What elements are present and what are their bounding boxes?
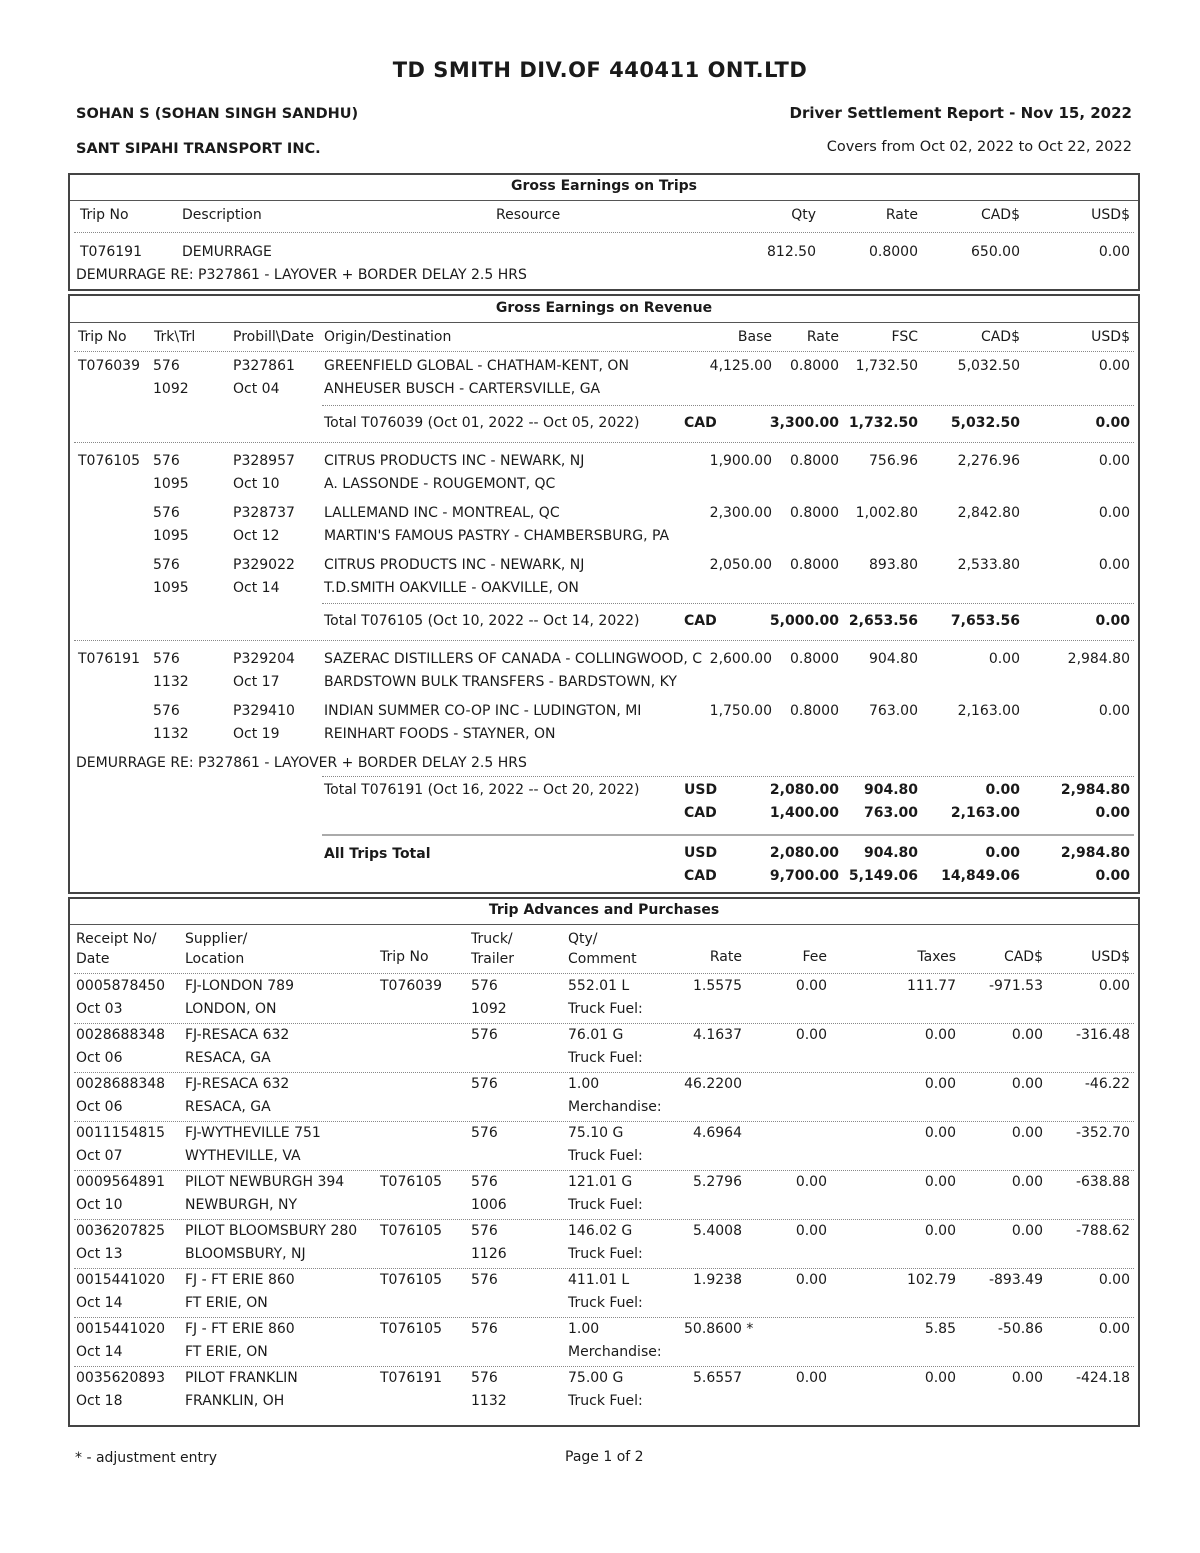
row-fee: 0.00 <box>795 1174 827 1190</box>
row-location: FRANKLIN, OH <box>185 1393 285 1409</box>
row-taxes: 0.00 <box>924 1125 956 1141</box>
row-trailer: 1095 <box>153 580 189 596</box>
row-base: 2,600.00 <box>709 651 772 667</box>
row-rate: 5.2796 <box>693 1174 742 1190</box>
row-cad: -971.53 <box>988 978 1043 994</box>
row-usd: 0.00 <box>1098 978 1130 994</box>
total-base: 2,080.00 <box>769 782 839 798</box>
row-rate: 0.8000 <box>790 358 839 374</box>
row-date: Oct 14 <box>76 1295 123 1311</box>
row-usd: 0.00 <box>1098 557 1130 573</box>
row-qty: 75.10 G <box>568 1125 624 1141</box>
row-trip-no: T076105 <box>380 1174 442 1190</box>
row-usd: 0.00 <box>1098 1321 1130 1337</box>
row-cad: 0.00 <box>1011 1027 1043 1043</box>
row-trailer: 1132 <box>153 674 189 690</box>
row-usd: 0.00 <box>1098 505 1130 521</box>
row-fsc: 904.80 <box>869 651 918 667</box>
col-comment: Comment <box>568 951 637 967</box>
total-cad: 2,163.00 <box>950 805 1020 821</box>
row-taxes: 0.00 <box>924 1370 956 1386</box>
total-base: 1,400.00 <box>769 805 839 821</box>
revenue-section-title: Gross Earnings on Revenue <box>495 300 713 316</box>
col-resource: Resource <box>496 207 561 223</box>
row-truck: 576 <box>153 358 180 374</box>
col-qty: Qty/ <box>568 931 598 947</box>
row-supplier: PILOT BLOOMSBURY 280 <box>185 1223 358 1239</box>
col-trailer: Trailer <box>471 951 514 967</box>
row-comment: Truck Fuel: <box>568 1001 643 1017</box>
row-base: 2,300.00 <box>709 505 772 521</box>
row-trip-no: T076105 <box>380 1321 442 1337</box>
row-taxes: 102.79 <box>907 1272 956 1288</box>
row-qty: 76.01 G <box>568 1027 624 1043</box>
row-qty: 411.01 L <box>568 1272 630 1288</box>
row-qty: 146.02 G <box>568 1223 633 1239</box>
total-cad: 5,032.50 <box>950 415 1020 431</box>
all-total-fsc: 904.80 <box>863 845 918 861</box>
row-taxes: 111.77 <box>907 978 956 994</box>
row-location: LONDON, ON <box>185 1001 277 1017</box>
trip-note: DEMURRAGE RE: P327861 - LAYOVER + BORDER DELAY 2.5 HRS <box>76 267 527 283</box>
revenue-section <box>68 294 1140 894</box>
col-trk-trl: Trk\Trl <box>154 329 196 345</box>
row-date: Oct 06 <box>76 1099 123 1115</box>
row-rate: 4.1637 <box>693 1027 742 1043</box>
row-trip-no: T076191 <box>78 651 140 667</box>
row-supplier: FJ-LONDON 789 <box>185 978 294 994</box>
row-location: NEWBURGH, NY <box>185 1197 298 1213</box>
row-receipt: 0036207825 <box>76 1223 166 1239</box>
row-usd: -424.18 <box>1075 1370 1130 1386</box>
revenue-note: DEMURRAGE RE: P327861 - LAYOVER + BORDER DELAY 2.5 HRS <box>76 755 527 771</box>
row-trailer: 1092 <box>471 1001 507 1017</box>
trip-description: DEMURRAGE <box>182 244 272 260</box>
all-total-currency: USD <box>684 845 718 861</box>
row-receipt: 0011154815 <box>76 1125 166 1141</box>
all-total-fsc: 5,149.06 <box>848 868 918 884</box>
row-truck: 576 <box>471 978 498 994</box>
row-date: Oct 14 <box>76 1344 123 1360</box>
row-receipt: 0009564891 <box>76 1174 166 1190</box>
row-base: 4,125.00 <box>709 358 772 374</box>
row-destination: MARTIN'S FAMOUS PASTRY - CHAMBERSBURG, PA <box>324 528 670 544</box>
row-location: FT ERIE, ON <box>185 1344 268 1360</box>
row-truck: 576 <box>471 1125 498 1141</box>
row-receipt: 0015441020 <box>76 1272 166 1288</box>
company-title: TD SMITH DIV.OF 440411 ONT.LTD <box>392 58 808 82</box>
row-probill: P328957 <box>233 453 295 469</box>
trips-section-title: Gross Earnings on Trips <box>511 178 697 194</box>
row-supplier: FJ - FT ERIE 860 <box>185 1321 295 1337</box>
covers-period: Covers from Oct 02, 2022 to Oct 22, 2022 <box>826 139 1132 155</box>
row-fsc: 893.80 <box>869 557 918 573</box>
row-cad: -893.49 <box>988 1272 1043 1288</box>
row-date: Oct 10 <box>76 1197 123 1213</box>
col-usd: USD$ <box>1091 949 1130 965</box>
row-truck: 576 <box>153 557 180 573</box>
col-usd: USD$ <box>1091 329 1130 345</box>
row-truck: 576 <box>471 1223 498 1239</box>
row-usd: 0.00 <box>1098 703 1130 719</box>
all-total-usd: 2,984.80 <box>1060 845 1130 861</box>
row-fsc: 756.96 <box>869 453 918 469</box>
total-fsc: 2,653.56 <box>848 613 918 629</box>
row-comment: Truck Fuel: <box>568 1197 643 1213</box>
row-taxes: 0.00 <box>924 1223 956 1239</box>
row-truck: 576 <box>471 1370 498 1386</box>
row-location: BLOOMSBURY, NJ <box>185 1246 306 1262</box>
row-cad: 5,032.50 <box>957 358 1020 374</box>
row-qty: 121.01 G <box>568 1174 633 1190</box>
row-trailer: 1095 <box>153 476 189 492</box>
col-taxes: Taxes <box>917 949 956 965</box>
col-trip-no: Trip No <box>78 329 127 345</box>
row-truck: 576 <box>471 1076 498 1092</box>
row-date: Oct 19 <box>233 726 280 742</box>
row-trailer: 1095 <box>153 528 189 544</box>
row-usd: -46.22 <box>1084 1076 1130 1092</box>
row-rate: 5.4008 <box>693 1223 742 1239</box>
row-origin: GREENFIELD GLOBAL - CHATHAM-KENT, ON <box>324 358 629 374</box>
total-label: Total T076039 (Oct 01, 2022 -- Oct 05, 2022) <box>324 415 640 431</box>
row-date: Oct 06 <box>76 1050 123 1066</box>
row-probill: P328737 <box>233 505 295 521</box>
row-truck: 576 <box>153 505 180 521</box>
row-trip-no: T076105 <box>380 1223 442 1239</box>
row-destination: T.D.SMITH OAKVILLE - OAKVILLE, ON <box>324 580 579 596</box>
row-rate: 0.8000 <box>790 703 839 719</box>
row-receipt: 0035620893 <box>76 1370 166 1386</box>
row-rate: 4.6964 <box>693 1125 742 1141</box>
row-origin: CITRUS PRODUCTS INC - NEWARK, NJ <box>324 557 585 573</box>
row-cad: -50.86 <box>997 1321 1043 1337</box>
row-probill: P329410 <box>233 703 295 719</box>
row-trip-no: T076105 <box>380 1272 442 1288</box>
row-supplier: FJ-RESACA 632 <box>185 1076 290 1092</box>
driver-name: SOHAN S (SOHAN SINGH SANDHU) <box>76 106 359 122</box>
col-fee: Fee <box>802 949 827 965</box>
row-probill: P329022 <box>233 557 295 573</box>
all-total-base: 9,700.00 <box>769 868 839 884</box>
row-rate: 0.8000 <box>790 453 839 469</box>
all-total-currency: CAD <box>684 868 717 884</box>
carrier-name: SANT SIPAHI TRANSPORT INC. <box>76 141 321 157</box>
row-fee: 0.00 <box>795 1223 827 1239</box>
row-truck: 576 <box>153 651 180 667</box>
col-cad: CAD$ <box>980 207 1020 223</box>
row-fsc: 763.00 <box>869 703 918 719</box>
row-trailer: 1132 <box>471 1393 507 1409</box>
row-date: Oct 12 <box>233 528 280 544</box>
trip-usd: 0.00 <box>1098 244 1130 260</box>
row-date: Oct 04 <box>233 381 280 397</box>
row-location: WYTHEVILLE, VA <box>185 1148 301 1164</box>
col-rate: Rate <box>709 949 742 965</box>
row-rate: 1.9238 <box>693 1272 742 1288</box>
row-fsc: 1,732.50 <box>855 358 918 374</box>
all-total-cad: 14,849.06 <box>941 868 1020 884</box>
col-truck: Truck/ <box>471 931 513 947</box>
row-origin: SAZERAC DISTILLERS OF CANADA - COLLINGWOOD, C <box>324 651 703 667</box>
row-truck: 576 <box>471 1321 498 1337</box>
all-total-cad: 0.00 <box>985 845 1020 861</box>
row-supplier: PILOT NEWBURGH 394 <box>185 1174 345 1190</box>
row-cad: 0.00 <box>988 651 1020 667</box>
row-location: RESACA, GA <box>185 1099 271 1115</box>
row-qty: 75.00 G <box>568 1370 624 1386</box>
row-truck: 576 <box>471 1272 498 1288</box>
row-trailer: 1006 <box>471 1197 507 1213</box>
row-base: 1,750.00 <box>709 703 772 719</box>
row-cad: 2,163.00 <box>957 703 1020 719</box>
total-label: Total T076191 (Oct 16, 2022 -- Oct 20, 2022) <box>324 782 640 798</box>
row-trip-no: T076191 <box>380 1370 442 1386</box>
all-total-label: All Trips Total <box>324 846 431 862</box>
trip-rate: 0.8000 <box>869 244 918 260</box>
row-date: Oct 18 <box>76 1393 123 1409</box>
total-fsc: 763.00 <box>863 805 918 821</box>
row-cad: 2,533.80 <box>957 557 1020 573</box>
row-origin: LALLEMAND INC - MONTREAL, QC <box>324 505 560 521</box>
col-description: Description <box>182 207 262 223</box>
row-rate: 0.8000 <box>790 505 839 521</box>
row-fee: 0.00 <box>795 1027 827 1043</box>
row-supplier: PILOT FRANKLIN <box>185 1370 298 1386</box>
row-cad: 0.00 <box>1011 1223 1043 1239</box>
col-usd: USD$ <box>1091 207 1130 223</box>
row-date: Oct 14 <box>233 580 280 596</box>
row-qty: 552.01 L <box>568 978 630 994</box>
row-trailer: 1092 <box>153 381 189 397</box>
row-date: Oct 07 <box>76 1148 123 1164</box>
row-truck: 576 <box>153 453 180 469</box>
col-trip-no: Trip No <box>80 207 129 223</box>
row-rate: 50.8600 * <box>684 1321 754 1337</box>
row-usd: -352.70 <box>1075 1125 1130 1141</box>
col-qty: Qty <box>791 207 816 223</box>
row-location: FT ERIE, ON <box>185 1295 268 1311</box>
row-qty: 1.00 <box>568 1321 600 1337</box>
row-comment: Truck Fuel: <box>568 1393 643 1409</box>
row-destination: ANHEUSER BUSCH - CARTERSVILLE, GA <box>324 381 601 397</box>
col-rate: Rate <box>806 329 839 345</box>
advances-section-title: Trip Advances and Purchases <box>488 902 720 918</box>
row-cad: 2,276.96 <box>957 453 1020 469</box>
col-location: Location <box>185 951 245 967</box>
row-supplier: FJ-WYTHEVILLE 751 <box>185 1125 321 1141</box>
row-usd: -788.62 <box>1075 1223 1130 1239</box>
row-usd: 0.00 <box>1098 1272 1130 1288</box>
row-comment: Truck Fuel: <box>568 1148 643 1164</box>
row-trip-no: T076039 <box>380 978 442 994</box>
row-trip-no: T076105 <box>78 453 140 469</box>
col-supplier: Supplier/ <box>185 931 248 947</box>
col-date: Date <box>76 951 110 967</box>
row-rate: 5.6557 <box>693 1370 742 1386</box>
col-base: Base <box>737 329 772 345</box>
row-taxes: 0.00 <box>924 1027 956 1043</box>
row-supplier: FJ - FT ERIE 860 <box>185 1272 295 1288</box>
row-truck: 576 <box>153 703 180 719</box>
row-origin: CITRUS PRODUCTS INC - NEWARK, NJ <box>324 453 585 469</box>
row-truck: 576 <box>471 1174 498 1190</box>
col-fsc: FSC <box>891 329 918 345</box>
row-comment: Merchandise: <box>568 1344 662 1360</box>
row-cad: 0.00 <box>1011 1125 1043 1141</box>
row-date: Oct 13 <box>76 1246 123 1262</box>
row-cad: 0.00 <box>1011 1174 1043 1190</box>
col-probill-date: Probill\Date <box>233 329 314 345</box>
row-fee: 0.00 <box>795 1272 827 1288</box>
total-currency: CAD <box>684 805 717 821</box>
row-receipt: 0028688348 <box>76 1076 166 1092</box>
row-comment: Truck Fuel: <box>568 1246 643 1262</box>
total-usd: 2,984.80 <box>1060 782 1130 798</box>
trip-no: T076191 <box>80 244 142 260</box>
row-supplier: FJ-RESACA 632 <box>185 1027 290 1043</box>
row-comment: Truck Fuel: <box>568 1295 643 1311</box>
row-destination: A. LASSONDE - ROUGEMONT, QC <box>324 476 556 492</box>
footer-note: * - adjustment entry <box>75 1450 218 1466</box>
row-cad: 2,842.80 <box>957 505 1020 521</box>
col-rate: Rate <box>885 207 918 223</box>
total-base: 3,300.00 <box>769 415 839 431</box>
row-probill: P329204 <box>233 651 295 667</box>
row-receipt: 0015441020 <box>76 1321 166 1337</box>
row-receipt: 0028688348 <box>76 1027 166 1043</box>
page-number: Page 1 of 2 <box>565 1449 644 1465</box>
col-receipt: Receipt No/ <box>76 931 157 947</box>
row-taxes: 0.00 <box>924 1076 956 1092</box>
row-rate: 0.8000 <box>790 651 839 667</box>
row-receipt: 0005878450 <box>76 978 166 994</box>
row-destination: REINHART FOODS - STAYNER, ON <box>324 726 556 742</box>
row-usd: 0.00 <box>1098 358 1130 374</box>
total-fsc: 1,732.50 <box>848 415 918 431</box>
row-cad: 0.00 <box>1011 1370 1043 1386</box>
row-date: Oct 17 <box>233 674 280 690</box>
all-total-base: 2,080.00 <box>769 845 839 861</box>
row-origin: INDIAN SUMMER CO-OP INC - LUDINGTON, MI <box>324 703 642 719</box>
row-cad: 0.00 <box>1011 1076 1043 1092</box>
row-fee: 0.00 <box>795 1370 827 1386</box>
row-usd: -638.88 <box>1075 1174 1130 1190</box>
total-usd: 0.00 <box>1095 415 1130 431</box>
col-trip-no: Trip No <box>380 949 429 965</box>
total-usd: 0.00 <box>1095 613 1130 629</box>
total-currency: CAD <box>684 613 717 629</box>
row-comment: Merchandise: <box>568 1099 662 1115</box>
trip-qty: 812.50 <box>767 244 816 260</box>
row-fee: 0.00 <box>795 978 827 994</box>
row-qty: 1.00 <box>568 1076 600 1092</box>
row-taxes: 0.00 <box>924 1174 956 1190</box>
col-cad: CAD$ <box>1003 949 1043 965</box>
row-base: 1,900.00 <box>709 453 772 469</box>
row-taxes: 5.85 <box>924 1321 956 1337</box>
row-truck: 576 <box>471 1027 498 1043</box>
col-cad: CAD$ <box>980 329 1020 345</box>
row-usd: 0.00 <box>1098 453 1130 469</box>
row-trip-no: T076039 <box>78 358 140 374</box>
total-cad: 7,653.56 <box>950 613 1020 629</box>
row-trailer: 1126 <box>471 1246 507 1262</box>
row-destination: BARDSTOWN BULK TRANSFERS - BARDSTOWN, KY <box>324 674 677 690</box>
row-rate: 46.2200 <box>684 1076 742 1092</box>
row-rate: 1.5575 <box>693 978 742 994</box>
trip-cad: 650.00 <box>971 244 1020 260</box>
total-cad: 0.00 <box>985 782 1020 798</box>
total-currency: USD <box>684 782 718 798</box>
row-usd: 2,984.80 <box>1067 651 1130 667</box>
row-rate: 0.8000 <box>790 557 839 573</box>
all-total-usd: 0.00 <box>1095 868 1130 884</box>
total-fsc: 904.80 <box>863 782 918 798</box>
row-location: RESACA, GA <box>185 1050 271 1066</box>
row-comment: Truck Fuel: <box>568 1050 643 1066</box>
row-fsc: 1,002.80 <box>855 505 918 521</box>
row-base: 2,050.00 <box>709 557 772 573</box>
row-trailer: 1132 <box>153 726 189 742</box>
total-label: Total T076105 (Oct 10, 2022 -- Oct 14, 2022) <box>324 613 640 629</box>
row-date: Oct 10 <box>233 476 280 492</box>
total-currency: CAD <box>684 415 717 431</box>
row-probill: P327861 <box>233 358 295 374</box>
row-usd: -316.48 <box>1075 1027 1130 1043</box>
total-usd: 0.00 <box>1095 805 1130 821</box>
row-date: Oct 03 <box>76 1001 123 1017</box>
total-base: 5,000.00 <box>769 613 839 629</box>
col-origin-destination: Origin/Destination <box>324 329 452 345</box>
report-title: Driver Settlement Report - Nov 15, 2022 <box>789 104 1132 122</box>
